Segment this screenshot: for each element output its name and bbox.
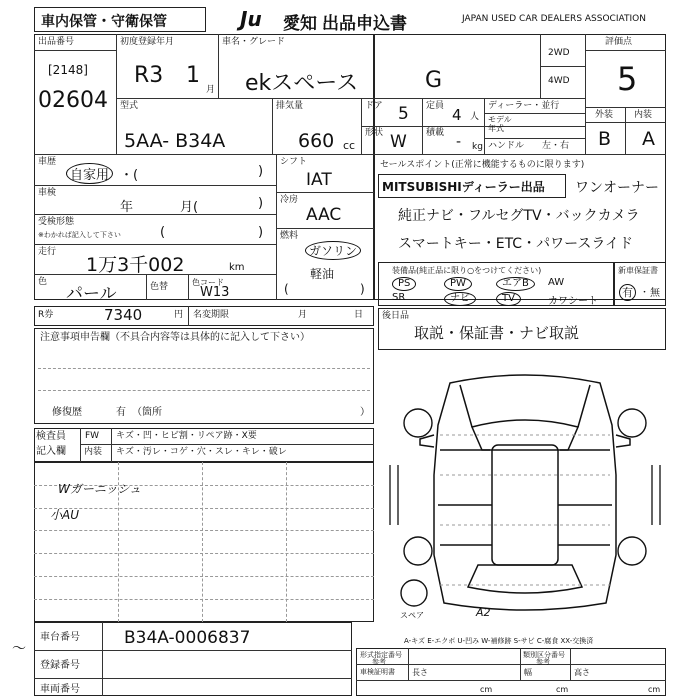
spec-form-label: 形式指定番号 [360, 651, 402, 659]
drive-4wd: 4WD [548, 76, 570, 86]
repair-paren: （箇所 [132, 407, 162, 418]
receive-open: ( [160, 225, 166, 240]
name-change-month: 月 [298, 310, 308, 320]
history-suffix: ・( [120, 168, 139, 183]
checker-fw: FW [85, 431, 100, 441]
name-change-label: 名変期限 [193, 310, 230, 320]
inspector-note-2: 小AU [50, 508, 79, 522]
equipment-label: 装備品(純正品に限り○をつけてください) [392, 266, 542, 275]
documents-label: 後日品 [382, 311, 410, 321]
documents-value: 取説・保証書・ナビ取説 [414, 324, 580, 342]
model-year-label: モデル 年式 [488, 115, 512, 133]
car-grade: G [425, 68, 443, 93]
equipment-item: カワシート [548, 296, 598, 307]
doors-label: ドア [365, 101, 383, 111]
note-line [34, 553, 374, 554]
aircon-label: 冷房 [280, 195, 299, 205]
recycle-label: R券 [38, 310, 54, 320]
color-label: 色 [38, 277, 48, 287]
warranty-no: 無 [650, 288, 660, 299]
equipment-item: PS [392, 277, 416, 291]
dealer-label: ディーラー・並行 [488, 101, 560, 111]
recycle-unit: 円 [174, 310, 184, 320]
note-line [34, 530, 374, 531]
repair-label: 修復歴 [52, 407, 82, 418]
receive-note: ※わかれば記入して下さい [38, 231, 121, 239]
roof [492, 445, 558, 565]
history-value: 自家用 [66, 163, 113, 184]
equipment-item: TV [496, 292, 521, 306]
model-label: 型式 [120, 101, 139, 111]
shape-value: W [390, 132, 407, 152]
drive-2wd: 2WD [548, 48, 570, 58]
capacity-label: 定員 [426, 101, 445, 111]
spec-cm-1: cm [480, 685, 493, 694]
exterior-label: 外装 [595, 110, 614, 120]
history-close: ) [258, 164, 264, 179]
car-name-label: 車名・グレード [222, 37, 286, 47]
chassis-label: 車台番号 [40, 632, 80, 643]
diagram-annotation: A2 [476, 606, 491, 619]
capacity-value: 4 [452, 106, 462, 124]
fuel-opt2: 軽油 [310, 267, 335, 281]
mileage-label: 走行 [38, 247, 57, 257]
inspection-month-unit: 月( [180, 200, 199, 215]
org-name: 愛知 [283, 14, 317, 34]
spec-table [356, 648, 666, 696]
association-name: JAPAN USED CAR DEALERS ASSOCIATION [462, 14, 646, 24]
inspection-year-unit: 年 [120, 200, 134, 215]
logo-text: Ju [240, 7, 262, 31]
doc-title: 出品申込書 [322, 14, 407, 34]
mileage-value: 1万3千002 [86, 254, 185, 276]
load-unit: kg [472, 142, 483, 152]
registration-month: 1 [186, 63, 200, 88]
spec-cert-label: 車検証明書 [360, 668, 395, 676]
color-value: パール [66, 284, 117, 304]
dealer-badge: MITSUBISHIディーラー出品 [382, 180, 545, 194]
registration-label: 初度登録年月 [120, 37, 175, 47]
repair-value: 有 [116, 407, 126, 418]
sales-line1: ワンオーナー [575, 180, 659, 196]
sales-line3: スマートキー・ETC・パワースライド [398, 236, 633, 252]
car-diagram [380, 355, 670, 635]
body-outline [434, 375, 616, 610]
aircon-value: AAC [306, 205, 342, 225]
mileage-unit: km [229, 262, 245, 273]
storage-note: 車内保管・守衛保管 [41, 14, 167, 30]
handle-label: ハンドル [488, 141, 525, 151]
lot-label: 出品番号 [38, 37, 75, 47]
load-value: - [456, 134, 462, 150]
spec-height: 高さ [574, 668, 590, 677]
inspection-label: 車検 [38, 188, 57, 198]
recycle-value: 7340 [104, 306, 143, 324]
note-line [34, 508, 374, 509]
spec-form-ref: 参考 [372, 658, 386, 666]
wheel-rear-right [618, 537, 646, 565]
wheel-front-right [618, 409, 646, 437]
spec-length: 長さ [412, 668, 428, 677]
equipment-item: ナビ [444, 292, 476, 306]
ticket-label: 車両番号 [40, 684, 80, 695]
color-code-value: W13 [200, 285, 230, 300]
spec-category-label: 類別区分番号 [523, 651, 565, 659]
rear-window [468, 565, 582, 593]
spare-wheel [401, 580, 427, 606]
spec-width: 幅 [524, 668, 532, 677]
handle-options: 左・右 [542, 141, 570, 151]
sales-line2: 純正ナビ・フルセグTV・バックカメラ [398, 208, 640, 224]
lot-code: [2148] [48, 63, 88, 77]
repair-close: ） [360, 407, 370, 418]
registration-month-unit: 月 [206, 85, 216, 95]
diagram-legend: A-キズ E-エクボ U-凹み W-補修跡 S-サビ C-腐食 XX-交換済 [404, 637, 594, 645]
inspector-note-1: Wガーニッシュ [58, 482, 142, 496]
fuel-open: ( [284, 282, 289, 296]
note-line [34, 599, 374, 600]
shift-label: シフト [280, 157, 308, 167]
fuel-close: ) [360, 282, 365, 296]
exterior-value: B [598, 128, 612, 150]
receive-label: 受検形態 [38, 217, 75, 227]
displacement-value: 660 [298, 130, 335, 152]
equipment-item: PW [444, 277, 472, 291]
dealer-badge-box [378, 174, 566, 198]
checker-int-items: キズ・汚レ・コゲ・穴・スレ・キレ・破レ [116, 447, 287, 457]
car-name: ekスペース [245, 71, 359, 96]
equipment-item: AW [548, 277, 565, 288]
checker-label-1: 検査員 [36, 431, 66, 442]
equipment-item: SR [392, 292, 406, 303]
logo [240, 7, 280, 31]
shift-value: IAT [306, 170, 332, 190]
name-change-day: 日 [354, 310, 364, 320]
checker-int: 内装 [84, 447, 103, 457]
chassis-value: B34A-0006837 [124, 628, 251, 648]
fuel-value: ガソリン [305, 241, 361, 260]
displacement-label: 排気量 [276, 101, 304, 111]
storage-note-box [34, 7, 206, 32]
door-lines [438, 450, 612, 545]
spec-cm-2: cm [556, 685, 569, 694]
checker-fw-items: キズ・凹・ヒビ割・リペア跡・X要 [116, 431, 257, 441]
warranty-sep: ・ [640, 288, 650, 298]
fuel-label: 燃料 [280, 231, 299, 241]
history-label: 車歴 [38, 157, 57, 167]
color-change-label: 色替 [150, 282, 169, 292]
spec-category-ref: 参考 [536, 658, 550, 666]
right-side-view [652, 465, 660, 525]
model-value: 5AA- B34A [124, 130, 226, 152]
notes-label: 注意事項申告欄（不具合内容等は具体的に記入して下さい） [40, 332, 310, 343]
checker-label-2: 記入欄 [36, 446, 66, 457]
wheel-rear-left [404, 537, 432, 565]
shape-label: 形状 [365, 128, 384, 138]
spare-label: スペア [400, 611, 424, 620]
receive-close: ) [258, 225, 264, 240]
color-code-label: 色コード [192, 278, 224, 287]
load-label: 積載 [426, 128, 445, 138]
left-side-view [390, 465, 398, 525]
equipment-item: エアB [496, 277, 535, 291]
spec-cm-3: cm [648, 685, 661, 694]
sales-points-label: セールスポイント(正常に機能するものに限ります) [380, 160, 585, 170]
interior-label: 内装 [634, 110, 653, 120]
warranty-label: 新車保証書 [618, 266, 658, 275]
score-value: 5 [617, 60, 638, 98]
note-line [34, 576, 374, 577]
wheel-front-left [404, 409, 432, 437]
score-label: 評価点 [605, 37, 633, 47]
interior-value: A [642, 128, 655, 150]
doors-value: 5 [398, 104, 409, 124]
registration-era-year: R3 [134, 63, 164, 88]
warranty-yes: 有 [619, 284, 636, 301]
lot-number: 02604 [38, 88, 108, 113]
reg-number-label: 登録番号 [40, 660, 80, 671]
panel-dashes [440, 435, 610, 585]
capacity-unit: 人 [470, 112, 480, 122]
inspection-close: ) [258, 196, 264, 211]
margin-mark: 〜 [12, 641, 26, 657]
displacement-unit: cc [343, 139, 356, 152]
